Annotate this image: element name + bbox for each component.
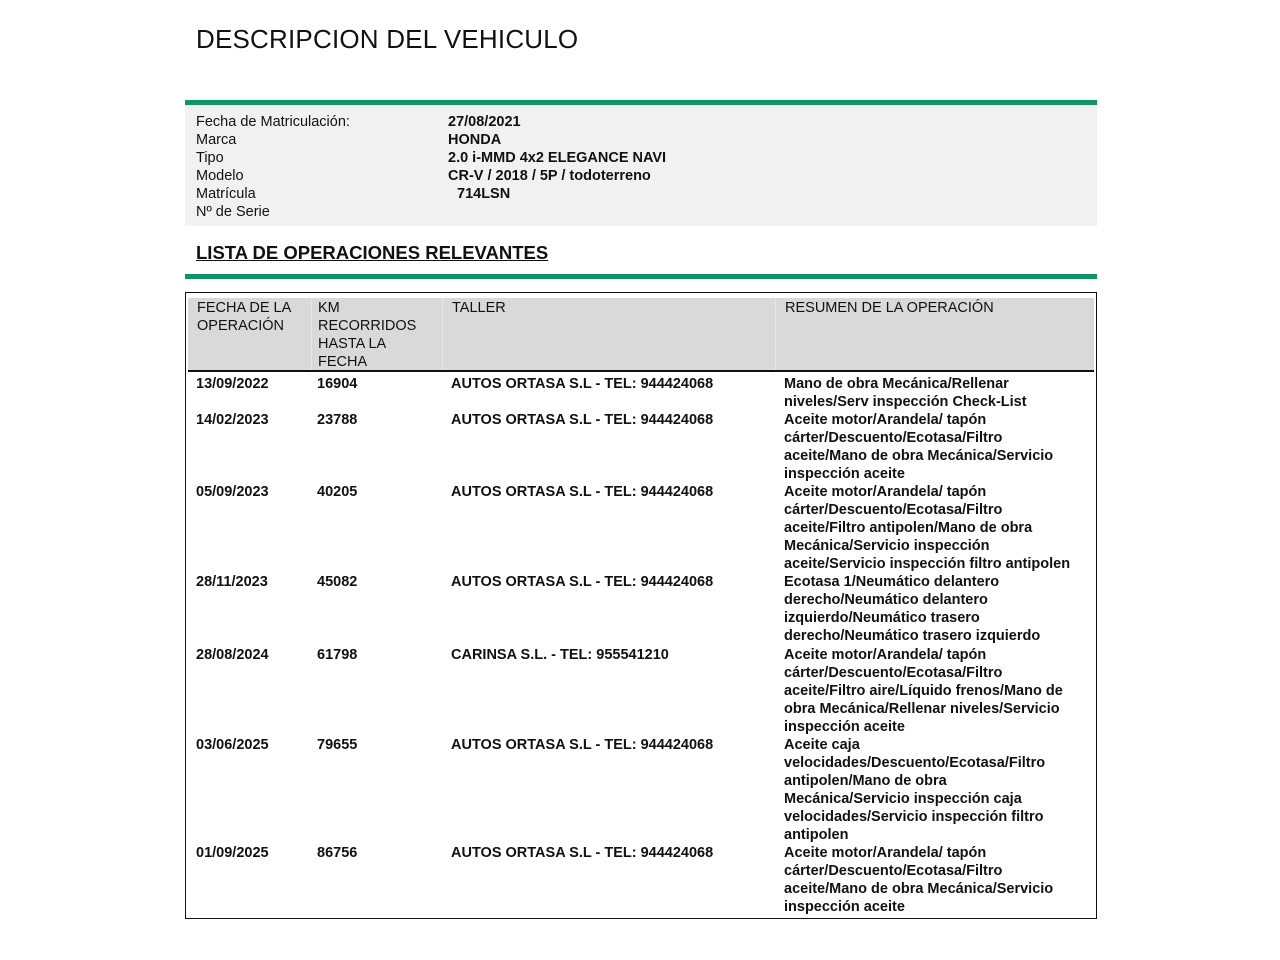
operations-section-title: LISTA DE OPERACIONES RELEVANTES bbox=[196, 242, 549, 263]
vehicle-label: Nº de Serie bbox=[196, 204, 270, 220]
cell-km: 40205 bbox=[317, 484, 358, 500]
cell-date: 14/02/2023 bbox=[196, 412, 269, 428]
vehicle-value: 714LSN bbox=[457, 186, 511, 202]
cell-km: 45082 bbox=[317, 574, 358, 590]
cell-date: 03/06/2025 bbox=[196, 737, 269, 753]
vehicle-label: Matrícula bbox=[196, 186, 256, 202]
vehicle-label: Fecha de Matriculación: bbox=[196, 114, 350, 130]
header-date: FECHA DE LA OPERACIÓN bbox=[197, 300, 292, 334]
cell-taller: AUTOS ORTASA S.L - TEL: 944424068 bbox=[451, 376, 714, 392]
cell-taller: AUTOS ORTASA S.L - TEL: 944424068 bbox=[451, 484, 714, 500]
section-divider-bottom bbox=[185, 274, 1097, 279]
vehicle-value: 27/08/2021 bbox=[448, 114, 521, 130]
cell-resumen: Ecotasa 1/Neumático delantero derecho/Neumático delantero izquierdo/Neumático trasero derecho/Neumático trasero izquierdo bbox=[784, 574, 1041, 644]
header-resumen: RESUMEN DE LA OPERACIÓN bbox=[785, 300, 994, 316]
cell-resumen: Aceite motor/Arandela/ tapón cárter/Descuento/Ecotasa/Filtro aceite/Mano de obra Mecánica/Servicio inspección aceite bbox=[784, 845, 1054, 915]
vehicle-row-model bbox=[196, 167, 1086, 185]
cell-km: 86756 bbox=[317, 845, 358, 861]
column-divider bbox=[442, 298, 443, 370]
header-taller: TALLER bbox=[452, 300, 506, 316]
cell-date: 28/11/2023 bbox=[196, 574, 268, 590]
cell-taller: AUTOS ORTASA S.L - TEL: 944424068 bbox=[451, 737, 714, 753]
vehicle-info-panel bbox=[185, 105, 1097, 226]
cell-resumen: Aceite caja velocidades/Descuento/Ecotasa/Filtro antipolen/Mano de obra Mecánica/Servicio inspección caja velocidades/Servicio inspección filtro antipolen bbox=[784, 737, 1046, 843]
cell-taller: AUTOS ORTASA S.L - TEL: 944424068 bbox=[451, 412, 714, 428]
cell-date: 01/09/2025 bbox=[196, 845, 269, 861]
cell-km: 16904 bbox=[317, 376, 358, 392]
cell-resumen: Mano de obra Mecánica/Rellenar niveles/Serv inspección Check-List bbox=[784, 376, 1027, 410]
cell-resumen: Aceite motor/Arandela/ tapón cárter/Descuento/Ecotasa/Filtro aceite/Filtro aire/Líquido frenos/Mano de obra Mecánica/Rellenar niveles/Servicio inspección aceite bbox=[784, 647, 1063, 735]
vehicle-row-type bbox=[196, 149, 1086, 167]
cell-km: 23788 bbox=[317, 412, 358, 428]
vehicle-value: CR-V / 2018 / 5P / todoterreno bbox=[448, 168, 651, 184]
cell-date: 13/09/2022 bbox=[196, 376, 269, 392]
cell-taller: AUTOS ORTASA S.L - TEL: 944424068 bbox=[451, 845, 714, 861]
vehicle-row-plate bbox=[196, 185, 1086, 203]
cell-date: 05/09/2023 bbox=[196, 484, 269, 500]
cell-resumen: Aceite motor/Arandela/ tapón cárter/Descuento/Ecotasa/Filtro aceite/Filtro antipolen/Mano de obra Mecánica/Servicio inspección aceite/Servicio inspección filtro antipolen bbox=[784, 484, 1071, 572]
cell-km: 79655 bbox=[317, 737, 358, 753]
vehicle-row-serial bbox=[196, 203, 1086, 221]
page-title: DESCRIPCION DEL VEHICULO bbox=[196, 24, 579, 54]
operations-table bbox=[185, 292, 1097, 919]
vehicle-label: Modelo bbox=[196, 168, 244, 184]
cell-km: 61798 bbox=[317, 647, 358, 663]
cell-date: 28/08/2024 bbox=[196, 647, 269, 663]
vehicle-label: Marca bbox=[196, 132, 237, 148]
cell-taller: AUTOS ORTASA S.L - TEL: 944424068 bbox=[451, 574, 714, 590]
cell-resumen: Aceite motor/Arandela/ tapón cárter/Descuento/Ecotasa/Filtro aceite/Mano de obra Mecánica/Servicio inspección aceite bbox=[784, 412, 1054, 482]
vehicle-label: Tipo bbox=[196, 150, 224, 166]
vehicle-value: 2.0 i-MMD 4x2 ELEGANCE NAVI bbox=[448, 150, 667, 166]
vehicle-value: HONDA bbox=[448, 132, 502, 148]
table-header bbox=[188, 298, 1094, 372]
column-divider bbox=[775, 298, 776, 370]
cell-taller: CARINSA S.L. - TEL: 955541210 bbox=[451, 647, 669, 663]
vehicle-row-registration-date bbox=[196, 113, 1086, 131]
vehicle-row-brand bbox=[196, 131, 1086, 149]
header-km: KM RECORRIDOS HASTA LA FECHA bbox=[318, 300, 417, 370]
